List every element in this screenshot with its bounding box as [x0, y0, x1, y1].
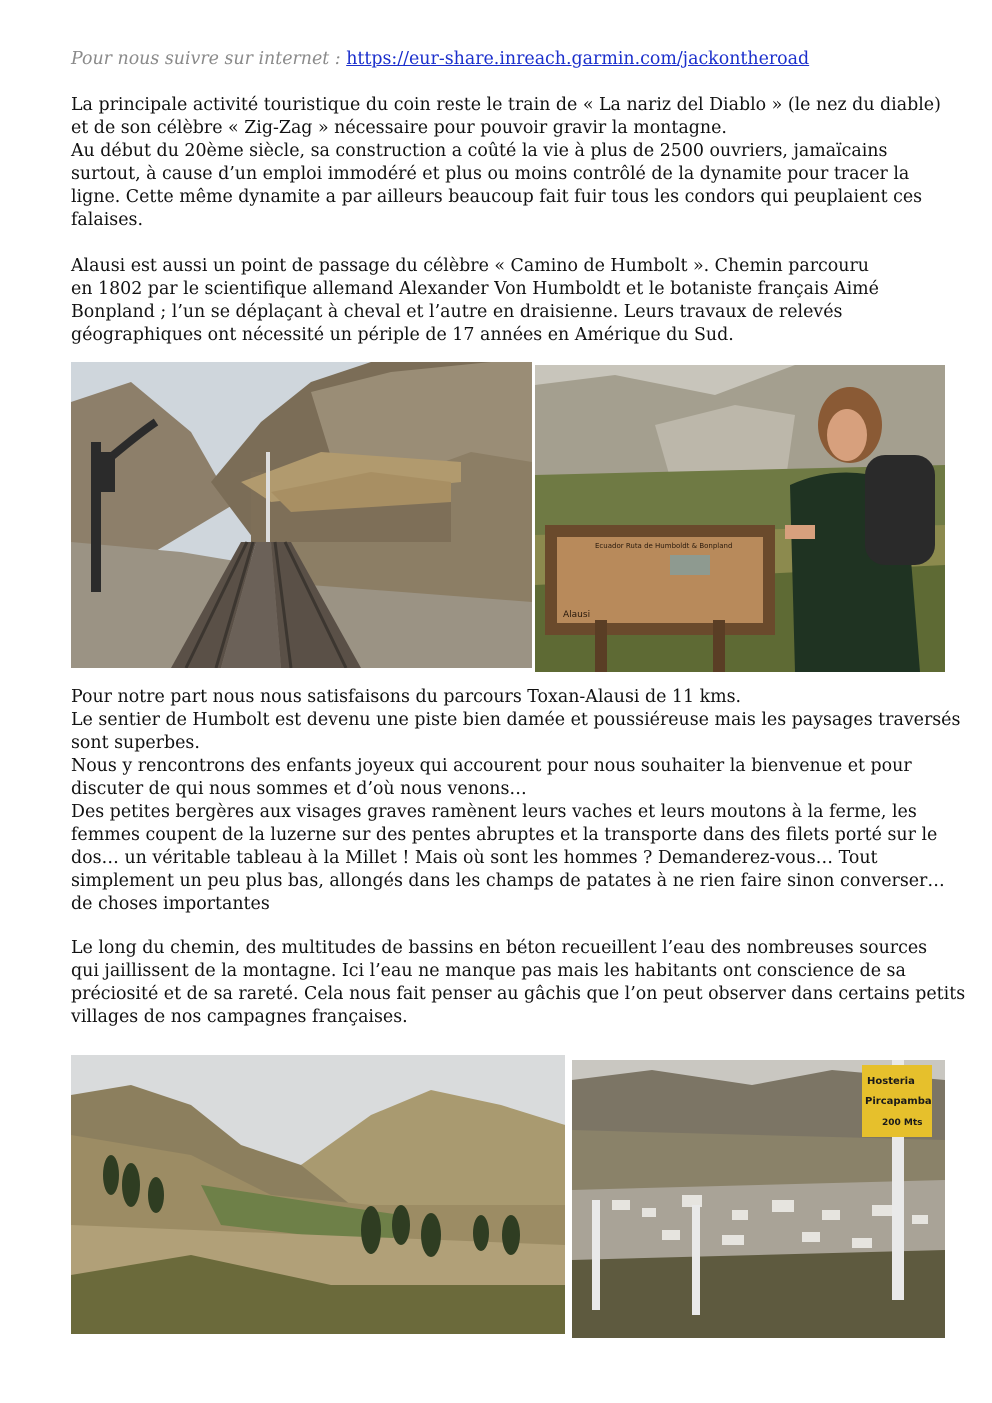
paragraph-line: Des petites bergères aux visages graves ramènent leurs vaches et leurs moutons à la ferme, les: [71, 802, 917, 822]
paragraph-line: Le sentier de Humbolt est devenu une piste bien damée et poussiéreuse mais les paysages traversés: [71, 710, 961, 730]
paragraph-line: Au début du 20ème siècle, sa construction a coûté la vie à plus de 2500 ouvriers, jamaïcains: [71, 141, 888, 161]
paragraph-line: surtout, à cause d’un emploi immodéré et plus ou moins contrôlé de la dynamite pour tracer la: [71, 164, 910, 184]
paragraph-line: simplement un peu plus bas, allongés dans les champs de patates à ne rien faire sinon converser…: [71, 871, 945, 891]
photo-humboldt-sign: [535, 365, 945, 672]
paragraph-line: dos… un véritable tableau à la Millet ! Mais où sont les hommes ? Demanderez-vous… Tout: [71, 848, 878, 868]
tracking-link[interactable]: https://eur-share.inreach.garmin.com/jackontheroad: [346, 49, 810, 69]
sign-title: Ecuador Ruta de Humboldt & Bonpland: [595, 542, 733, 550]
paragraph-line: géographiques ont nécessité un périple de 17 années en Amérique du Sud.: [71, 325, 734, 345]
paragraph-line: de choses importantes: [71, 894, 270, 914]
paragraph-line: ligne. Cette même dynamite a par ailleurs beaucoup fait fuir tous les condors qui peuplaient ces: [71, 187, 923, 207]
paragraph-line: villages de nos campagnes françaises.: [71, 1007, 408, 1027]
paragraph-line: falaises.: [71, 210, 143, 230]
photo-alausi-town: [572, 1060, 945, 1338]
signpost-line2: Pircapamba: [865, 1096, 932, 1107]
paragraph-line: sont superbes.: [71, 733, 200, 753]
sign-place: Alausi: [563, 610, 591, 620]
signpost-line1: Hosteria: [867, 1076, 915, 1087]
paragraph-line: Bonpland ; l’un se déplaçant à cheval et l’autre en draisienne. Leurs travaux de relevés: [71, 302, 843, 322]
paragraph-line: Le long du chemin, des multitudes de bassins en béton recueillent l’eau des nombreuses sources: [71, 938, 928, 958]
paragraph-line: et de son célèbre « Zig-Zag » nécessaire pour pouvoir gravir la montagne.: [71, 118, 727, 138]
paragraph-line: préciosité et de sa rareté. Cela nous fait penser au gâchis que l’on peut observer dans certains petits: [71, 984, 966, 1004]
paragraph-line: discuter de qui nous sommes et d’où nous venons…: [71, 779, 527, 799]
paragraph-line: en 1802 par le scientifique allemand Alexander Von Humboldt et le botaniste français Aimé: [71, 279, 879, 299]
photo-andean-hills: [71, 1055, 565, 1334]
signpost-line3: 200 Mts: [882, 1118, 923, 1128]
paragraph-line: qui jaillissent de la montagne. Ici l’eau ne manque pas mais les habitants ont conscience de sa: [71, 961, 906, 981]
paragraph-line: femmes coupent de la luzerne sur des pentes abruptes et la transporte dans des filets porté sur le: [71, 825, 938, 845]
follow-us-line: [71, 48, 809, 71]
paragraph-line: Alausi est aussi un point de passage du célèbre « Camino de Humbolt ». Chemin parcouru: [71, 256, 869, 276]
paragraph-line: Nous y rencontrons des enfants joyeux qui accourent pour nous souhaiter la bienvenue et pour: [71, 756, 912, 776]
paragraph-line: La principale activité touristique du coin reste le train de « La nariz del Diablo » (le nez du diable): [71, 95, 941, 115]
follow-us-label: Pour nous suivre sur internet :: [71, 49, 347, 69]
photo-railway-station: [71, 362, 532, 668]
paragraph-line: Pour notre part nous nous satisfaisons du parcours Toxan-Alausi de 11 kms.: [71, 687, 742, 707]
